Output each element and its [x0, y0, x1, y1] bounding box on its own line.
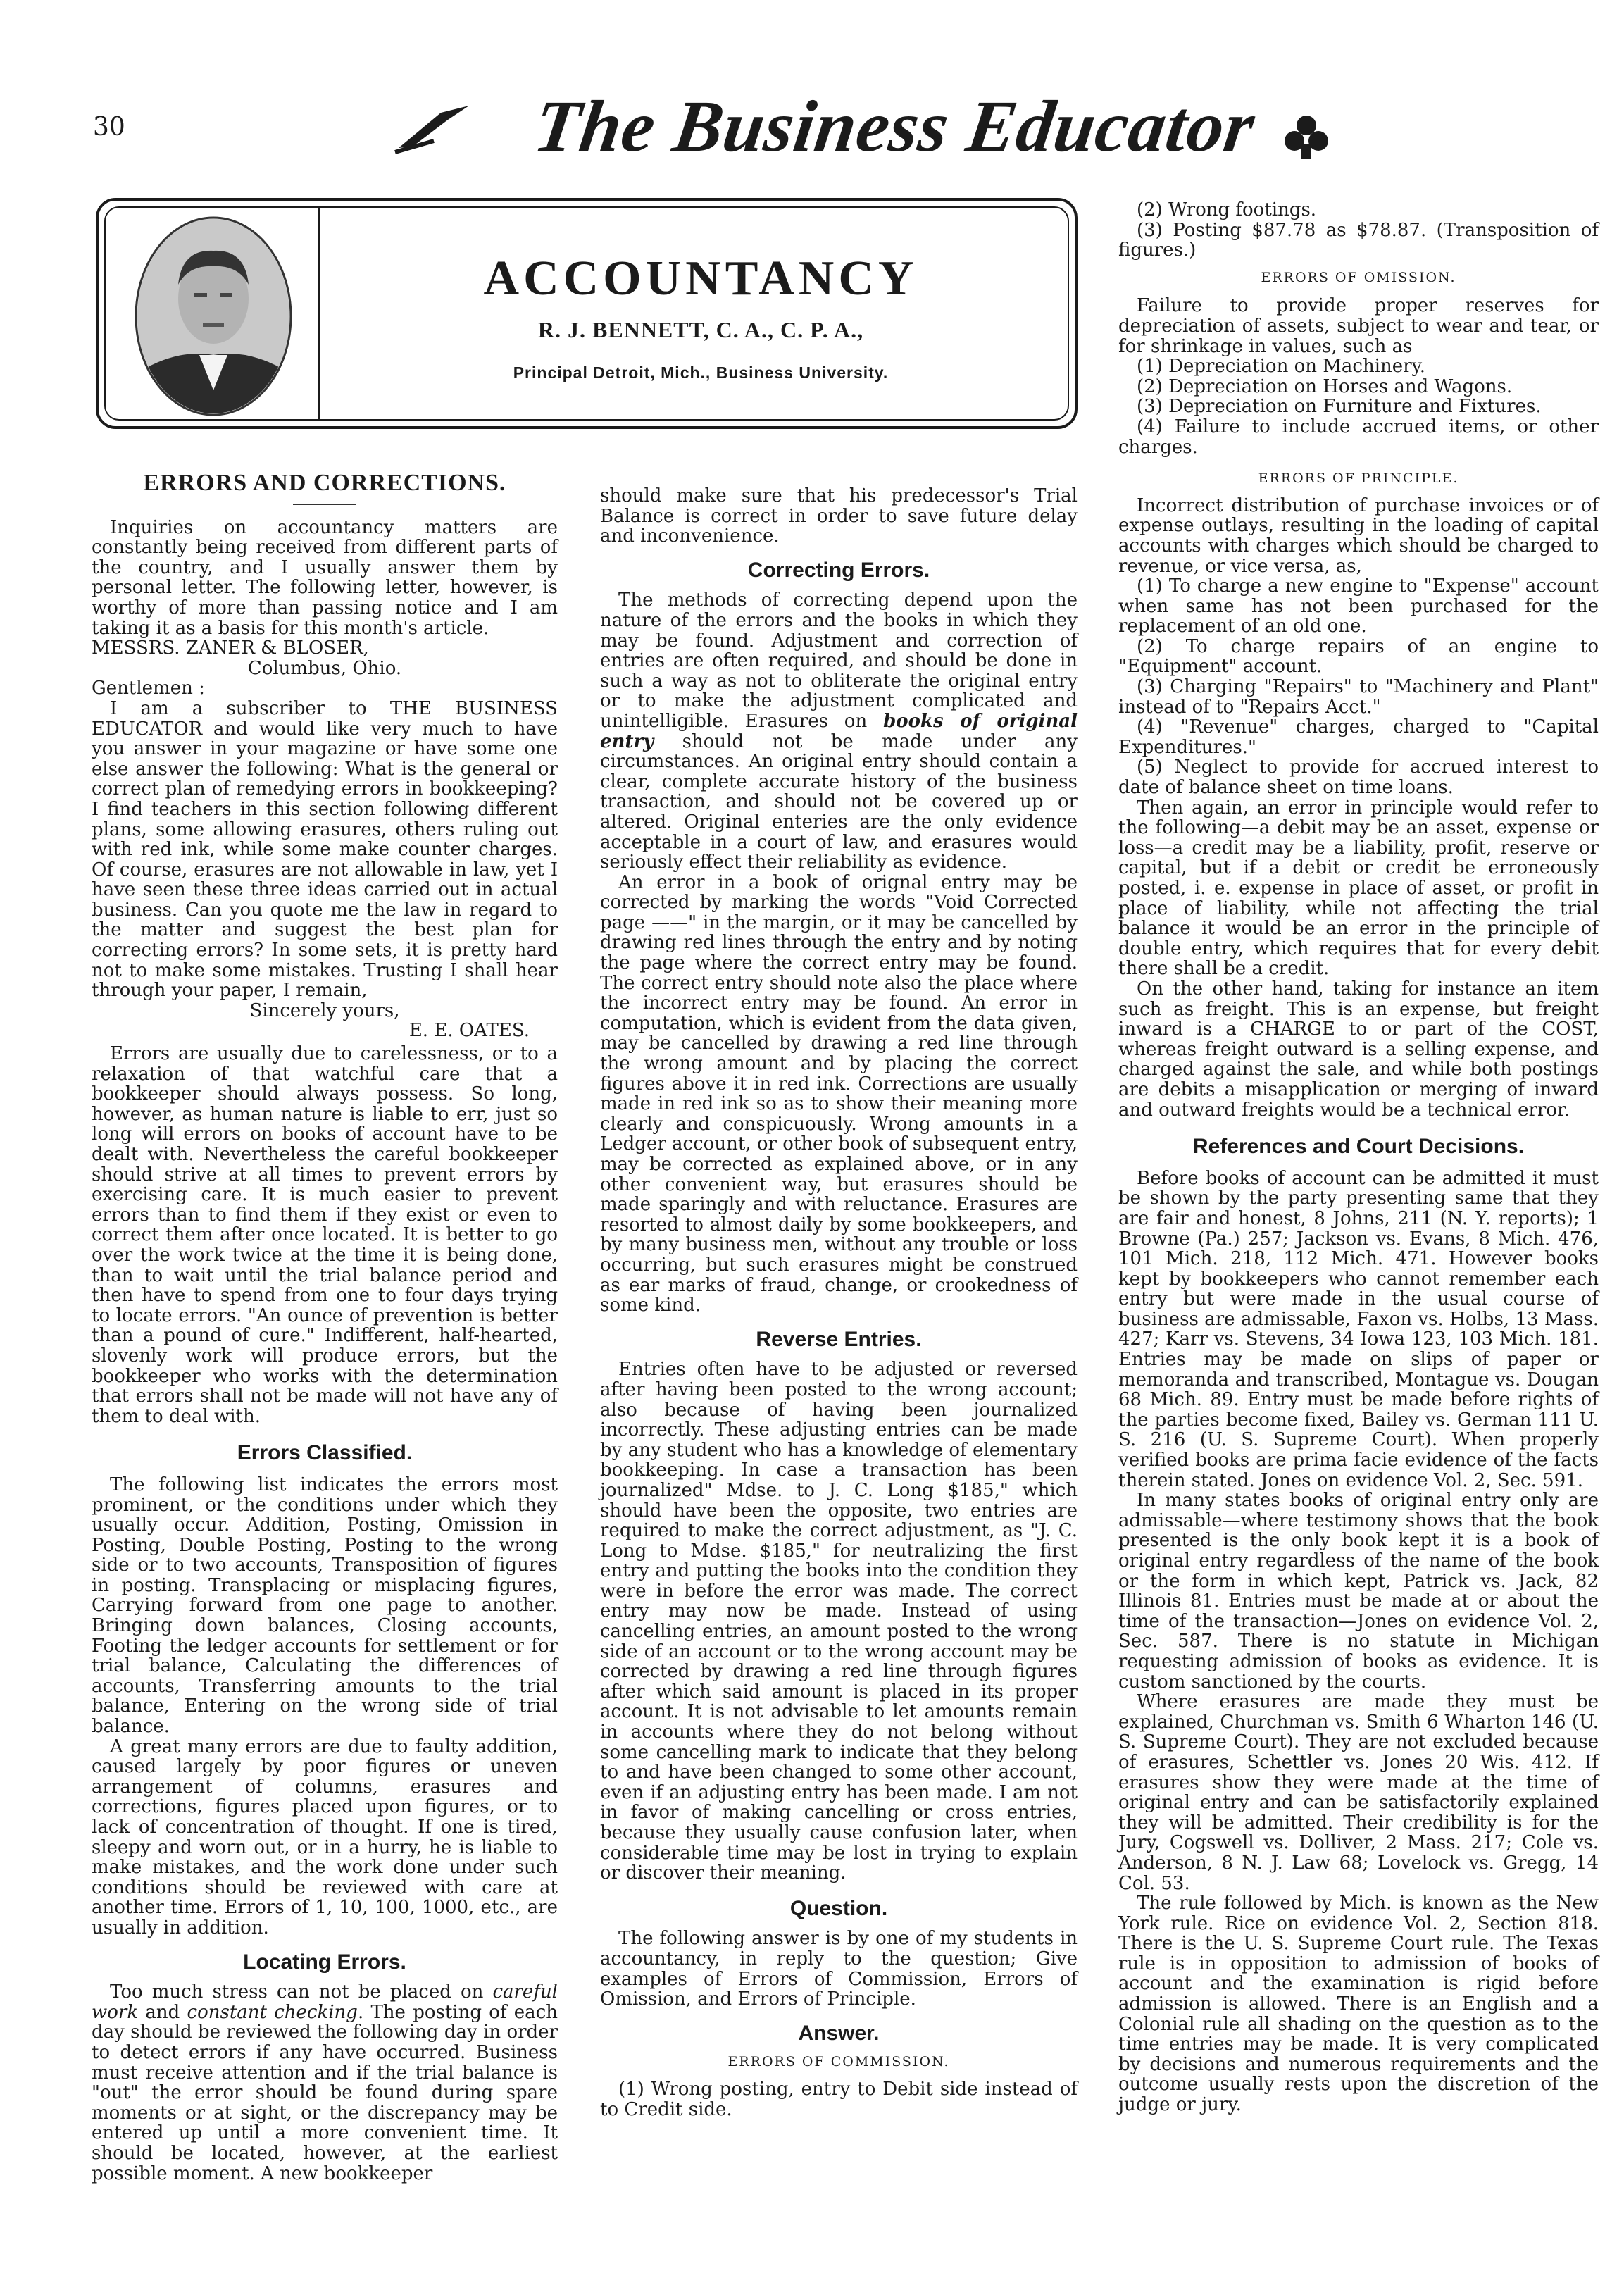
classified-paragraph-1: The following list indicates the errors most prominent, or the conditions under which they usually occur. Addition, Posting, Omission in Posting, Double Posting, Posting to the wrong side or to two accounts, Transposition of figures in posting. Transplacing or misplacing figures, Carrying forward from one page to another. Bringing down balances, Closing accounts, Footing the ledger accounts for settlement or for trial balance, Calculating the differences of accounts, Transferring amounts to the trial balance, Entering on the wrong side of trial balance.	[92, 1474, 558, 1738]
author-portrait	[132, 214, 294, 418]
classified-paragraph-2: A great many errors are due to faulty addition, caused largely by poor figures or uneven arrangement of columns, erasures and corrections, figures placed upon figures, or to lack of concentration of thought. If one is tired, sleepy and worn out, or in a hurry, he is liable to make mistakes, and the work done under such conditions should be reviewed with care at another time. Errors of 1, 10, 100, 1000, etc., are usually in addition.	[92, 1736, 558, 1938]
omission-item-3: (3) Depreciation on Furniture and Fixtures.	[1137, 396, 1542, 418]
emphasis-constant-checking: constant checking	[187, 2001, 358, 2023]
correcting-paragraph-2: An error in a book of orignal entry may be corrected by marking the words "Void Corrected page ——" in the margin, or it may be cancelled by drawing red lines through the entry and by noting the page where the correct entry may be found. The correct entry should note also the place where the incorrect entry may be found. An error in computation, which is evident from the data given, may be cancelled by drawing a red line through the wrong amount and by placing the correct figures above it in red ink. Corrections are usually made in red ink so as to show their meaning more clearly and conspicuously. Wrong amounts in a Ledger account, or other book of subsequent entry, may be corrected as explained above, or in any other convenient way, but erasures should be made sparingly and with reluctance. Erasures are resorted to almost daily by some bookkeepers, and by many business men, without any trouble or loss occurring, but such erasures might be construed as ear marks of fraud, change, or crookedness of some kind.	[600, 871, 1078, 1316]
letter-closing: Sincerely yours,	[249, 1000, 400, 1021]
letter-addressee: MESSRS. ZANER & BLOSER,	[92, 637, 369, 659]
omission-item-1: (1) Depreciation on Machinery.	[1137, 356, 1426, 378]
question-heading: Question.	[789, 1896, 888, 1920]
letter-signature: E. E. OATES.	[408, 1020, 530, 1042]
references-paragraph-4: The rule followed by Mich. is known as the New York rule. Rice on evidence Vol. 2, Section 818. There is the U. S. Supreme Court rule. The Texas rule is in opposition to admission of books of account and the examination is rigid before admission is allowed. There is an English and a Colonial rule all shading on the question as to the time entries may be made. It is very complicated by decisions and numerous requirements and the outcome usually rests upon the discretion of the judge or jury.	[1118, 1893, 1599, 2116]
article-title: ERRORS AND CORRECTIONS.	[143, 470, 506, 496]
reverse-entries-heading: Reverse Entries.	[756, 1327, 922, 1351]
errors-of-commission-heading: ERRORS OF COMMISSION.	[727, 2054, 950, 2070]
omission-item-4: (4) Failure to include accrued items, or other charges.	[1118, 416, 1599, 458]
letter-city: Columbus, Ohio.	[247, 657, 402, 679]
freight-paragraph: On the other hand, taking for instance an item such as freight. This is an expense, but freight inward is a CHARGE to or part of the COST, whereas freight outward is a selling expense, and charged against the sale, and while both postings are debits a misapplication or merging of inward and outward freights would be a technical error.	[1118, 978, 1599, 1121]
author-affiliation: Principal Detroit, Mich., Business University.	[513, 363, 889, 382]
title-rule	[293, 504, 356, 505]
answer-heading: Answer.	[798, 2021, 880, 2045]
principle-paragraph: Incorrect distribution of purchase invoices or of expense outlays, resulting in the loading of capital accounts with charges which should be charged to revenue, or vice versa, as,	[1118, 494, 1599, 577]
column-1	[92, 470, 558, 2184]
emphasis-careful-work: careful work	[92, 1981, 558, 2023]
reverse-paragraph: Entries often have to be adjusted or reversed after having been posted to the wrong account; also because of having been journalized incorrectly. These adjusting entries can be made by any student who has a knowledge of elementary bookkeeping. In case a transaction has been journalized" Mdse. to J. C. Long $185," which should have been the opposite, two entries are required to make the correct adjustment, as "J. C. Long to Mdse. $185," for neutralizing the first entry and putting the books into the condition they were in before the error was made. The correct entry may now be made. Instead of using cancelling entries, an amount posted to the wrong side of an account or to the wrong account may be corrected by drawing a red line through figures after which said amount is placed in its proper account. It is not advisable to let amounts remain in accounts where they do not belong without some cancelling mark to indicate that they belong to and have been changed to some other account, even if an adjusting entry has been made. I am not in favor of making cancelling or cross entries, because they usually cause confusion later, when considerable time may be lost in trying to explain or discover their meaning.	[600, 1359, 1078, 1884]
principle-item-1: (1) To charge a new engine to "Expense" account when same has not been purchased for the replacement of an old one.	[1118, 575, 1599, 637]
omission-paragraph: Failure to provide proper reserves for depreciation of assets, subject to wear and tear, or for shrinkage in values, such as	[1118, 295, 1599, 357]
intro-paragraph: Inquiries on accountancy matters are constantly being received from different parts of the country, and I usually answer them by personal letter. The following letter, however, is worthy of more than passing notice and I am taking it as a basis for this month's article.	[92, 516, 558, 639]
quill-icon	[392, 99, 476, 155]
emphasis-books-original-entry: books of original entry	[600, 710, 1078, 752]
correcting-errors-heading: Correcting Errors.	[747, 558, 930, 582]
errors-of-omission-heading: ERRORS OF OMISSION.	[1261, 269, 1456, 285]
commission-item-2: (2) Wrong footings.	[1137, 199, 1317, 220]
principle-item-4: (4) "Revenue" charges, charged to "Capital Expenditures."	[1118, 716, 1599, 758]
references-paragraph-2: In many states books of original entry only are admissable—where testimony shows that the book presented is the only book kept it is a book of original entry regardless of the name of the book or the form in which kept, Patrick vs. Jack, 82 Illinois 81. Entries must be made at or about the time of the transaction—Jones on evidence Vol. 2, Sec. 587. There is no statute in Michigan requesting admission of books as evidence. It is custom sanctioned by the courts.	[1118, 1490, 1599, 1693]
locating-paragraph: Too much stress can not be placed on careful work and constant checking. The posting of each day should be reviewed the following day in order to detect errors if any have occurred. Business must receive attention and if the trial balance is "out" the error should be found during spare moments or at sight, or the discrepancy may be entered up until a more convenient time. It should be located, however, at the earliest possible moment. A new bookkeeper	[92, 1981, 558, 2184]
correcting-paragraph-1: The methods of correcting depend upon the nature of the errors and the books in which they may be found. Adjustment and correction of entries are often required, and should be done in such a way as not to obliterate the original entry or to make the adjustment complicated and unintelligible. Erasures on books of original entry should not be made under any circumstances. An original entry should contain a clear, complete accurate history of the business transaction, and should not be covered up or altered. Original enteries are the only evidence acceptable in a court of law, and erasures would seriously effect their reliability as evidence.	[600, 590, 1078, 873]
page-number: 30	[93, 113, 125, 142]
question-paragraph: The following answer is by one of my students in accountancy, in reply to the question; Give examples of Errors of Commission, Errors of Omission, and Errors of Principle.	[600, 1928, 1078, 2010]
continued-paragraph: should make sure that his predecessor's Trial Balance is correct in order to save future delay and inconvenience.	[600, 485, 1078, 547]
column-3	[1118, 200, 1599, 2115]
principle-item-2: (2) To charge repairs of an engine to "Equipment" account.	[1118, 635, 1599, 678]
principle-item-5: (5) Neglect to provide for accrued interest to date of balance sheet on time loans.	[1118, 757, 1599, 799]
principle-item-3: (3) Charging "Repairs" to "Machinery and Plant" instead of to "Repairs Acct."	[1118, 676, 1599, 718]
commission-item-3: (3) Posting $87.78 as $78.87. (Transposition of figures.)	[1118, 219, 1599, 261]
carelessness-paragraph: Errors are usually due to carelessness, or to a relaxation of that watchful care that a bookkeeper should always possess. So long, however, as human nature is liable to err, just so long will errors on books of account have to be dealt with. Nevertheless the careful bookkeeper should strive at all times to prevent errors by exercising care. It is much easier to prevent errors than to find them if they exist or even to correct them after once located. It is better to go over the work twice at the time it is being done, than to wait until the trial balance period and then have to spend from one to four days trying to locate errors. "An ounce of prevention is better than a pound of cure." Indifferent, half-hearted, slovenly work will produce errors, but the bookkeeper who works with the determination that errors shall not be made will not have any of them to deal with.	[92, 1043, 558, 1427]
column-2	[600, 486, 1078, 2119]
omission-item-2: (2) Depreciation on Horses and Wagons.	[1137, 375, 1513, 397]
references-heading: References and Court Decisions.	[1192, 1135, 1525, 1159]
errors-classified-heading: Errors Classified.	[237, 1441, 413, 1465]
letter-body: I am a subscriber to THE BUSINESS EDUCATOR and would like very much to have you answer in your magazine or have some one else answer the following: What is the general or correct plan of remedying errors in bookkeeping? I find teachers in this section following different plans, some allowing erasures, others ruling out with red ink, while some make counter charges. Of course, erasures are not allowable in law, yet I have seen these three ideas carried out in actual business. Can you quote me the law in regard to the matter and suggest the best plan for correcting errors? In some sets, it is pretty hard not to make some mistakes. Trusting I shall hear through your paper, I remain,	[92, 697, 558, 1002]
masthead-title: The Business Educator	[529, 86, 1260, 167]
emblem-icon	[1280, 110, 1332, 162]
then-again-paragraph: Then again, an error in principle would refer to the following—a debit may be an asset, expense or loss—a credit may be a liability, profit, reserve or capital, but if a debit or credit be erroneously posted, i. e. expense in place of asset, or profit in place of liability, while not affecting the trial balance it would be an error in the principle of double entry, which requires that for every debit there shall be a credit.	[1118, 797, 1599, 980]
letter-salutation: Gentlemen :	[92, 678, 205, 699]
commission-item-1: (1) Wrong posting, entry to Debit side instead of to Credit side.	[600, 2078, 1078, 2120]
references-paragraph-3: Where erasures are made they must be explained, Churchman vs. Smith 6 Wharton 146 (U. S. Supreme Court). They are not excluded because of erasures, Schettler vs. Jones 20 Wis. 412. If erasures show they were made at the time of original entry and can be satisfactorily explained they will be admitted. Their credibility is for the Jury, Cogswell vs. Dolliver, 2 Mass. 217; Cole vs. Anderson, 8 N. J. Law 68; Lovelock vs. Gregg, 14 Col. 53.	[1118, 1691, 1599, 1894]
references-paragraph-1: Before books of account can be admitted it must be shown by the party presenting same that they are fair and honest, 8 Johns, 211 (N. Y. reports); 1 Browne (Pa.) 257; Jackson vs. Evans, 8 Mich. 476, 101 Mich. 218, 112 Mich. 471. However books kept by bookkeepers who cannot remember each entry but were made in the usual course of business are admissable, Faxon vs. Holbs, 13 Mass. 427; Karr vs. Stevens, 34 Iowa 123, 103 Mich. 181. Entries may be made on slips of paper or memoranda and transcribed, Montague vs. Dougan 68 Mich. 89. Entry must be made before rights of the parties become fixed, Bailey vs. German 111 U. S. 216 (U. S. Supreme Court). When properly verified books are prima facie evidence of the facts therein stated. Jones on evidence Vol. 2, Sec. 591.	[1118, 1167, 1599, 1491]
section-title: ACCOUNTANCY	[483, 251, 918, 306]
locating-errors-heading: Locating Errors.	[243, 1950, 406, 1974]
errors-of-principle-heading: ERRORS OF PRINCIPLE.	[1258, 471, 1459, 487]
author-name: R. J. BENNETT, C. A., C. P. A.,	[537, 317, 864, 342]
